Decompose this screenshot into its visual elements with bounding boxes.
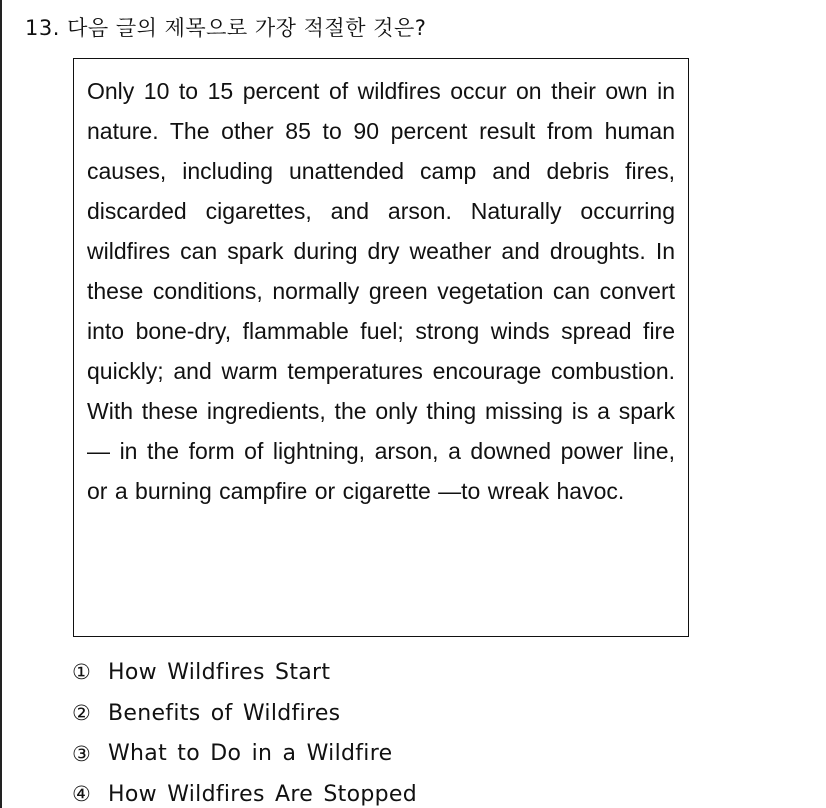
choice-4[interactable] (72, 774, 417, 808)
answer-choices (72, 652, 417, 808)
page-border-left (0, 0, 2, 808)
choice-marker: ② (72, 701, 92, 726)
choice-text: How Wildfires Start (108, 659, 331, 685)
choice-text: Benefits of Wildfires (108, 700, 341, 726)
choice-text: How Wildfires Are Stopped (108, 781, 417, 807)
choice-marker: ① (72, 660, 92, 685)
passage-box (73, 58, 689, 637)
question-prompt: 13. 다음 글의 제목으로 가장 적절한 것은? (25, 16, 427, 40)
choice-3[interactable] (72, 733, 417, 774)
choice-2[interactable] (72, 693, 417, 734)
choice-1[interactable] (72, 652, 417, 693)
passage-text: Only 10 to 15 percent of wildfires occur on their own in nature. The other 85 to 90 percent result from human causes, including unattended camp and debris fires, discarded cigarettes, and arson. Naturally occurring wildfires can spark during dry weather and droughts. In these conditions, normally green vegetation can convert into bone-dry, flammable fuel; strong winds spread fire quickly; and warm temperatures encourage combustion. With these ingredients, the only thing missing is a spark — in the form of lightning, arson, a downed power line, or a burning campfire or cigarette —to wreak havoc. (87, 78, 675, 504)
choice-marker: ④ (72, 782, 92, 807)
choice-text: What to Do in a Wildfire (108, 741, 393, 767)
choice-marker: ③ (72, 741, 92, 766)
